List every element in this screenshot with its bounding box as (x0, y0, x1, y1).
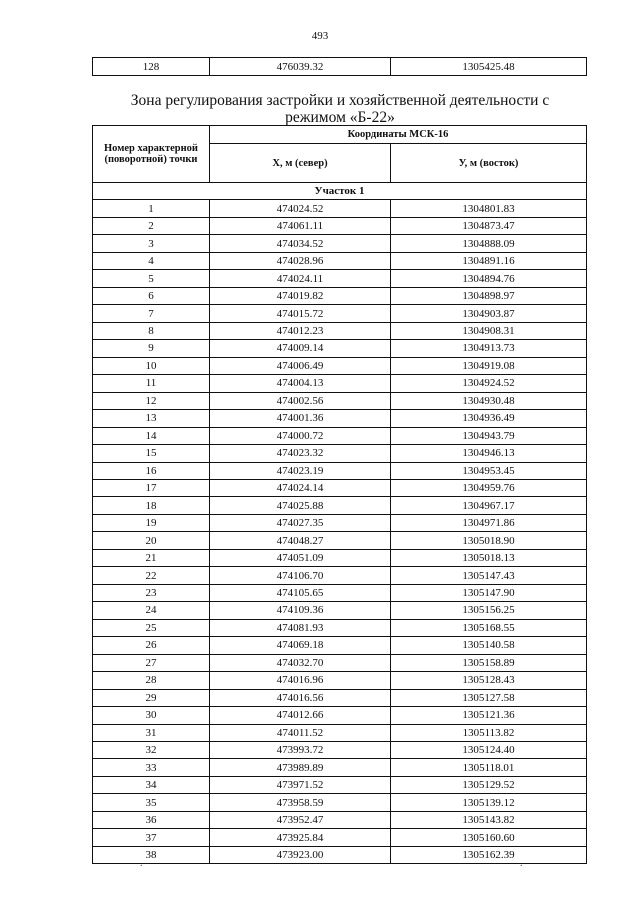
section-label: Участок 1 (93, 183, 587, 200)
x-coordinate-cell: 473971.52 (210, 776, 391, 793)
zone-title-line-1: Зона регулирования застройки и хозяйственной деятельности с (130, 92, 550, 109)
y-coordinate-cell: 1305160.60 (391, 829, 587, 846)
x-coordinate-cell: 474001.36 (210, 410, 391, 427)
table-row (93, 742, 587, 759)
point-number-cell: 23 (93, 584, 210, 601)
y-coordinate-cell: 1305113.82 (391, 724, 587, 741)
y-coordinate-cell: 1304943.79 (391, 427, 587, 444)
y-coordinate-cell: 1305018.13 (391, 549, 587, 566)
y-coordinate-cell: 1304959.76 (391, 479, 587, 496)
x-coordinate-cell: 474069.18 (210, 637, 391, 654)
point-number-cell: 13 (93, 410, 210, 427)
point-number-cell: 128 (93, 58, 210, 76)
x-coordinate-cell: 474024.11 (210, 270, 391, 287)
y-coordinate-cell: 1305139.12 (391, 794, 587, 811)
col-x-header: X, м (север) (210, 144, 391, 183)
x-coordinate-cell: 473925.84 (210, 829, 391, 846)
table-row (93, 549, 587, 566)
y-coordinate-cell: 1304898.97 (391, 287, 587, 304)
x-coordinate-cell: 474023.32 (210, 445, 391, 462)
table-row (93, 410, 587, 427)
table-row (93, 497, 587, 514)
coordinates-table (92, 125, 587, 864)
table-row (93, 672, 587, 689)
table-row (93, 58, 587, 76)
point-number-cell: 15 (93, 445, 210, 462)
point-number-cell: 2 (93, 217, 210, 234)
x-coordinate-cell: 474012.66 (210, 707, 391, 724)
point-number-cell: 24 (93, 602, 210, 619)
x-coordinate-cell: 474048.27 (210, 532, 391, 549)
table-row (93, 707, 587, 724)
table-row (93, 602, 587, 619)
y-coordinate-cell: 1305127.58 (391, 689, 587, 706)
point-number-cell: 10 (93, 357, 210, 374)
x-coordinate-cell: 474004.13 (210, 375, 391, 392)
x-coordinate-cell: 474011.52 (210, 724, 391, 741)
table-row (93, 724, 587, 741)
table-row (93, 532, 587, 549)
y-coordinate-cell: 1305140.58 (391, 637, 587, 654)
table-row (93, 357, 587, 374)
table-row (93, 200, 587, 217)
x-coordinate-cell: 474024.52 (210, 200, 391, 217)
y-coordinate-cell: 1304888.09 (391, 235, 587, 252)
x-coordinate-cell: 473952.47 (210, 811, 391, 828)
y-coordinate-cell: 1304873.47 (391, 217, 587, 234)
table-row (93, 689, 587, 706)
point-number-cell: 30 (93, 707, 210, 724)
table-row (93, 322, 587, 339)
point-number-cell: 34 (93, 776, 210, 793)
point-number-cell: 4 (93, 252, 210, 269)
point-number-cell: 27 (93, 654, 210, 671)
point-number-cell: 38 (93, 846, 210, 863)
y-coordinate-cell: 1304971.86 (391, 514, 587, 531)
point-number-cell: 32 (93, 742, 210, 759)
table-row (93, 776, 587, 793)
point-number-cell: 1 (93, 200, 210, 217)
table-row (93, 445, 587, 462)
y-coordinate-cell: 1304801.83 (391, 200, 587, 217)
y-coordinate-cell: 1305168.55 (391, 619, 587, 636)
x-coordinate-cell: 476039.32 (210, 58, 391, 76)
table-row (93, 846, 587, 863)
table-row (93, 759, 587, 776)
x-coordinate-cell: 474006.49 (210, 357, 391, 374)
point-number-cell: 6 (93, 287, 210, 304)
point-number-cell: 35 (93, 794, 210, 811)
table-row (93, 305, 587, 322)
page-number: 493 (311, 30, 329, 42)
point-number-cell: 33 (93, 759, 210, 776)
table-row (93, 811, 587, 828)
x-coordinate-cell: 474106.70 (210, 567, 391, 584)
x-coordinate-cell: 474016.96 (210, 672, 391, 689)
table-row (93, 270, 587, 287)
x-coordinate-cell: 473958.59 (210, 794, 391, 811)
table-row (93, 392, 587, 409)
table-row (93, 462, 587, 479)
y-coordinate-cell: 1305156.25 (391, 602, 587, 619)
table-row (93, 375, 587, 392)
scan-mark: . (140, 858, 143, 869)
y-coordinate-cell: 1304924.52 (391, 375, 587, 392)
point-number-cell: 25 (93, 619, 210, 636)
point-number-cell: 7 (93, 305, 210, 322)
table-row (93, 235, 587, 252)
table-header-row (93, 126, 587, 144)
zone-title (100, 92, 580, 126)
previous-table-fragment (92, 57, 587, 76)
x-coordinate-cell: 474027.35 (210, 514, 391, 531)
table-row (93, 829, 587, 846)
y-coordinate-cell: 1305018.90 (391, 532, 587, 549)
x-coordinate-cell: 473993.72 (210, 742, 391, 759)
point-number-cell: 20 (93, 532, 210, 549)
point-number-cell: 29 (93, 689, 210, 706)
col-y-header: У, м (восток) (391, 144, 587, 183)
table-row (93, 584, 587, 601)
y-coordinate-cell: 1305128.43 (391, 672, 587, 689)
point-number-cell: 18 (93, 497, 210, 514)
col-point-number-header: Номер характерной (поворотной) точки (93, 126, 210, 183)
x-coordinate-cell: 474081.93 (210, 619, 391, 636)
section-row (93, 183, 587, 200)
x-coordinate-cell: 474009.14 (210, 340, 391, 357)
x-coordinate-cell: 474034.52 (210, 235, 391, 252)
y-coordinate-cell: 1304953.45 (391, 462, 587, 479)
y-coordinate-cell: 1304913.73 (391, 340, 587, 357)
y-coordinate-cell: 1304936.49 (391, 410, 587, 427)
x-coordinate-cell: 474019.82 (210, 287, 391, 304)
y-coordinate-cell: 1305147.90 (391, 584, 587, 601)
y-coordinate-cell: 1305118.01 (391, 759, 587, 776)
point-number-cell: 19 (93, 514, 210, 531)
point-number-cell: 16 (93, 462, 210, 479)
x-coordinate-cell: 474109.36 (210, 602, 391, 619)
table-row (93, 619, 587, 636)
x-coordinate-cell: 474016.56 (210, 689, 391, 706)
table-row (93, 514, 587, 531)
point-number-cell: 11 (93, 375, 210, 392)
point-number-cell: 3 (93, 235, 210, 252)
x-coordinate-cell: 473989.89 (210, 759, 391, 776)
y-coordinate-cell: 1304894.76 (391, 270, 587, 287)
x-coordinate-cell: 474032.70 (210, 654, 391, 671)
x-coordinate-cell: 473923.00 (210, 846, 391, 863)
x-coordinate-cell: 474012.23 (210, 322, 391, 339)
x-coordinate-cell: 474028.96 (210, 252, 391, 269)
point-number-cell: 12 (93, 392, 210, 409)
point-number-cell: 9 (93, 340, 210, 357)
x-coordinate-cell: 474051.09 (210, 549, 391, 566)
point-number-cell: 8 (93, 322, 210, 339)
zone-title-line-2: режимом «Б-22» (285, 109, 395, 126)
table-row (93, 637, 587, 654)
x-coordinate-cell: 474002.56 (210, 392, 391, 409)
table-row (93, 654, 587, 671)
y-coordinate-cell: 1305425.48 (391, 58, 587, 76)
x-coordinate-cell: 474015.72 (210, 305, 391, 322)
table-row (93, 252, 587, 269)
y-coordinate-cell: 1304891.16 (391, 252, 587, 269)
y-coordinate-cell: 1305121.36 (391, 707, 587, 724)
x-coordinate-cell: 474025.88 (210, 497, 391, 514)
point-number-cell: 22 (93, 567, 210, 584)
x-coordinate-cell: 474024.14 (210, 479, 391, 496)
y-coordinate-cell: 1305147.43 (391, 567, 587, 584)
y-coordinate-cell: 1305158.89 (391, 654, 587, 671)
x-coordinate-cell: 474023.19 (210, 462, 391, 479)
point-number-cell: 31 (93, 724, 210, 741)
y-coordinate-cell: 1304946.13 (391, 445, 587, 462)
y-coordinate-cell: 1304967.17 (391, 497, 587, 514)
point-number-cell: 14 (93, 427, 210, 444)
y-coordinate-cell: 1305124.40 (391, 742, 587, 759)
y-coordinate-cell: 1305162.39 (391, 846, 587, 863)
table-row (93, 340, 587, 357)
point-number-cell: 21 (93, 549, 210, 566)
point-number-cell: 37 (93, 829, 210, 846)
point-number-cell: 26 (93, 637, 210, 654)
table-row (93, 427, 587, 444)
point-number-cell: 5 (93, 270, 210, 287)
table-row (93, 479, 587, 496)
y-coordinate-cell: 1305143.82 (391, 811, 587, 828)
y-coordinate-cell: 1304919.08 (391, 357, 587, 374)
y-coordinate-cell: 1305129.52 (391, 776, 587, 793)
table-row (93, 567, 587, 584)
y-coordinate-cell: 1304930.48 (391, 392, 587, 409)
y-coordinate-cell: 1304903.87 (391, 305, 587, 322)
point-number-cell: 17 (93, 479, 210, 496)
x-coordinate-cell: 474061.11 (210, 217, 391, 234)
y-coordinate-cell: 1304908.31 (391, 322, 587, 339)
coords-group-header: Координаты МСК-16 (210, 126, 587, 144)
table-row (93, 287, 587, 304)
table-row (93, 794, 587, 811)
point-number-cell: 36 (93, 811, 210, 828)
point-number-cell: 28 (93, 672, 210, 689)
table-row (93, 217, 587, 234)
x-coordinate-cell: 474105.65 (210, 584, 391, 601)
scan-mark: . (520, 858, 523, 869)
x-coordinate-cell: 474000.72 (210, 427, 391, 444)
